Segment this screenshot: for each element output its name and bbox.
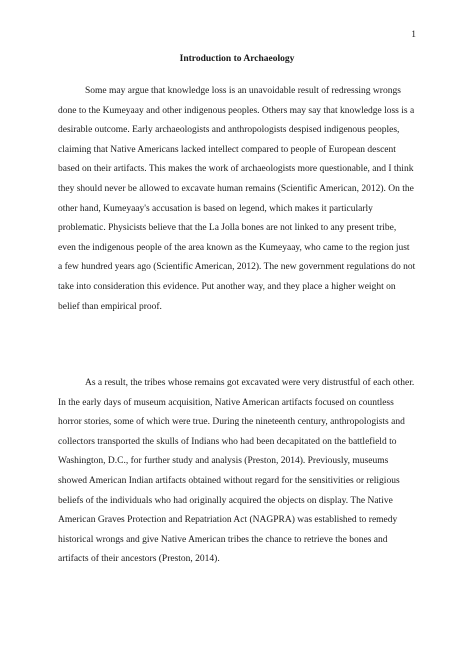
paragraph-2: As a result, the tribes whose remains got excavated were very distrustful of each other. In the early days of museum acquisition, Native American artifacts focused on countless horror stories, some of which were true. During the nineteenth century, anthropologists and collectors transported the skulls of Indians who had been decapitated on the battlefield to Washington, D.C., for further study and analysis (Preston, 2014). Previously, museums showed American Indian artifacts obtained without regard for the sensitivities or religious beliefs of the individuals who had originally acquired the objects on display. The Native American Graves Protection and Repatriation Act (NAGPRA) was established to remedy historical wrongs and give Native American tribes the chance to retrieve the bones and artifacts of their ancestors (Preston, 2014). [58,378,415,565]
document-title: Introduction to Archaeology [179,54,295,64]
page-number: 1 [411,30,416,40]
paragraph-1: Some may argue that knowledge loss is an unavoidable result of redressing wrongs done to the Kumeyaay and other indigenous peoples. Others may say that knowledge loss is a desirable outcome. Early archaeologists and anthropologists despised indigenous peoples, claiming that Native Americans lacked intellect compared to people of European descent based on their artifacts. This makes the work of archaeologists more questionable, and I think they should never be allowed to excavate human remains (Scientific American, 2012). On the other hand, Kumeyaay's accusation is based on legend, which makes it particularly problematic. Physicists believe that the La Jolla bones are not linked to any present tribe, even the indigenous people of the area known as the Kumeyaay, who came to the region just a few hundred years ago (Scientific American, 2012). The new government regulations do not take into consideration this evidence. Put another way, and they place a higher weight on belief than empirical proof. [58,86,416,312]
